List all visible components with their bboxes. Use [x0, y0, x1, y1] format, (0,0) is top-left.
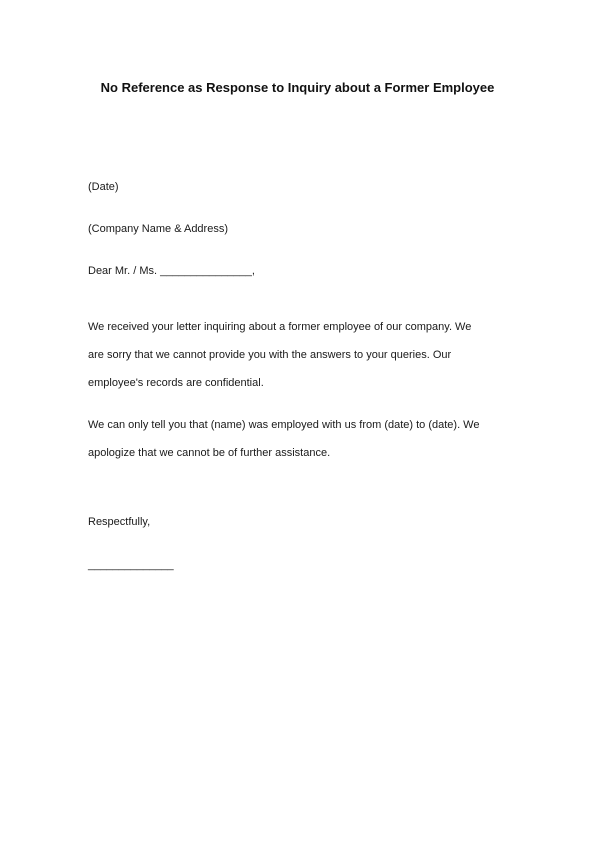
paragraph-2-line: We can only tell you that (name) was employed with us from (date) to (date). We	[88, 419, 480, 431]
salutation: Dear Mr. / Ms. _______________,	[88, 265, 255, 277]
closing: Respectfully,	[88, 516, 151, 528]
document-title: No Reference as Response to Inquiry about a Former Employee	[100, 80, 495, 95]
paragraph-1-line: employee's records are confidential.	[88, 377, 264, 389]
company-placeholder: (Company Name & Address)	[88, 223, 228, 235]
paragraph-2-line: apologize that we cannot be of further assistance.	[88, 447, 331, 459]
paragraph-1-line: We received your letter inquiring about a former employee of our company. We	[88, 321, 472, 333]
paragraph-1-line: are sorry that we cannot provide you with the answers to your queries. Our	[88, 349, 452, 361]
date-placeholder: (Date)	[88, 181, 119, 193]
signature-line: ______________	[88, 559, 174, 571]
